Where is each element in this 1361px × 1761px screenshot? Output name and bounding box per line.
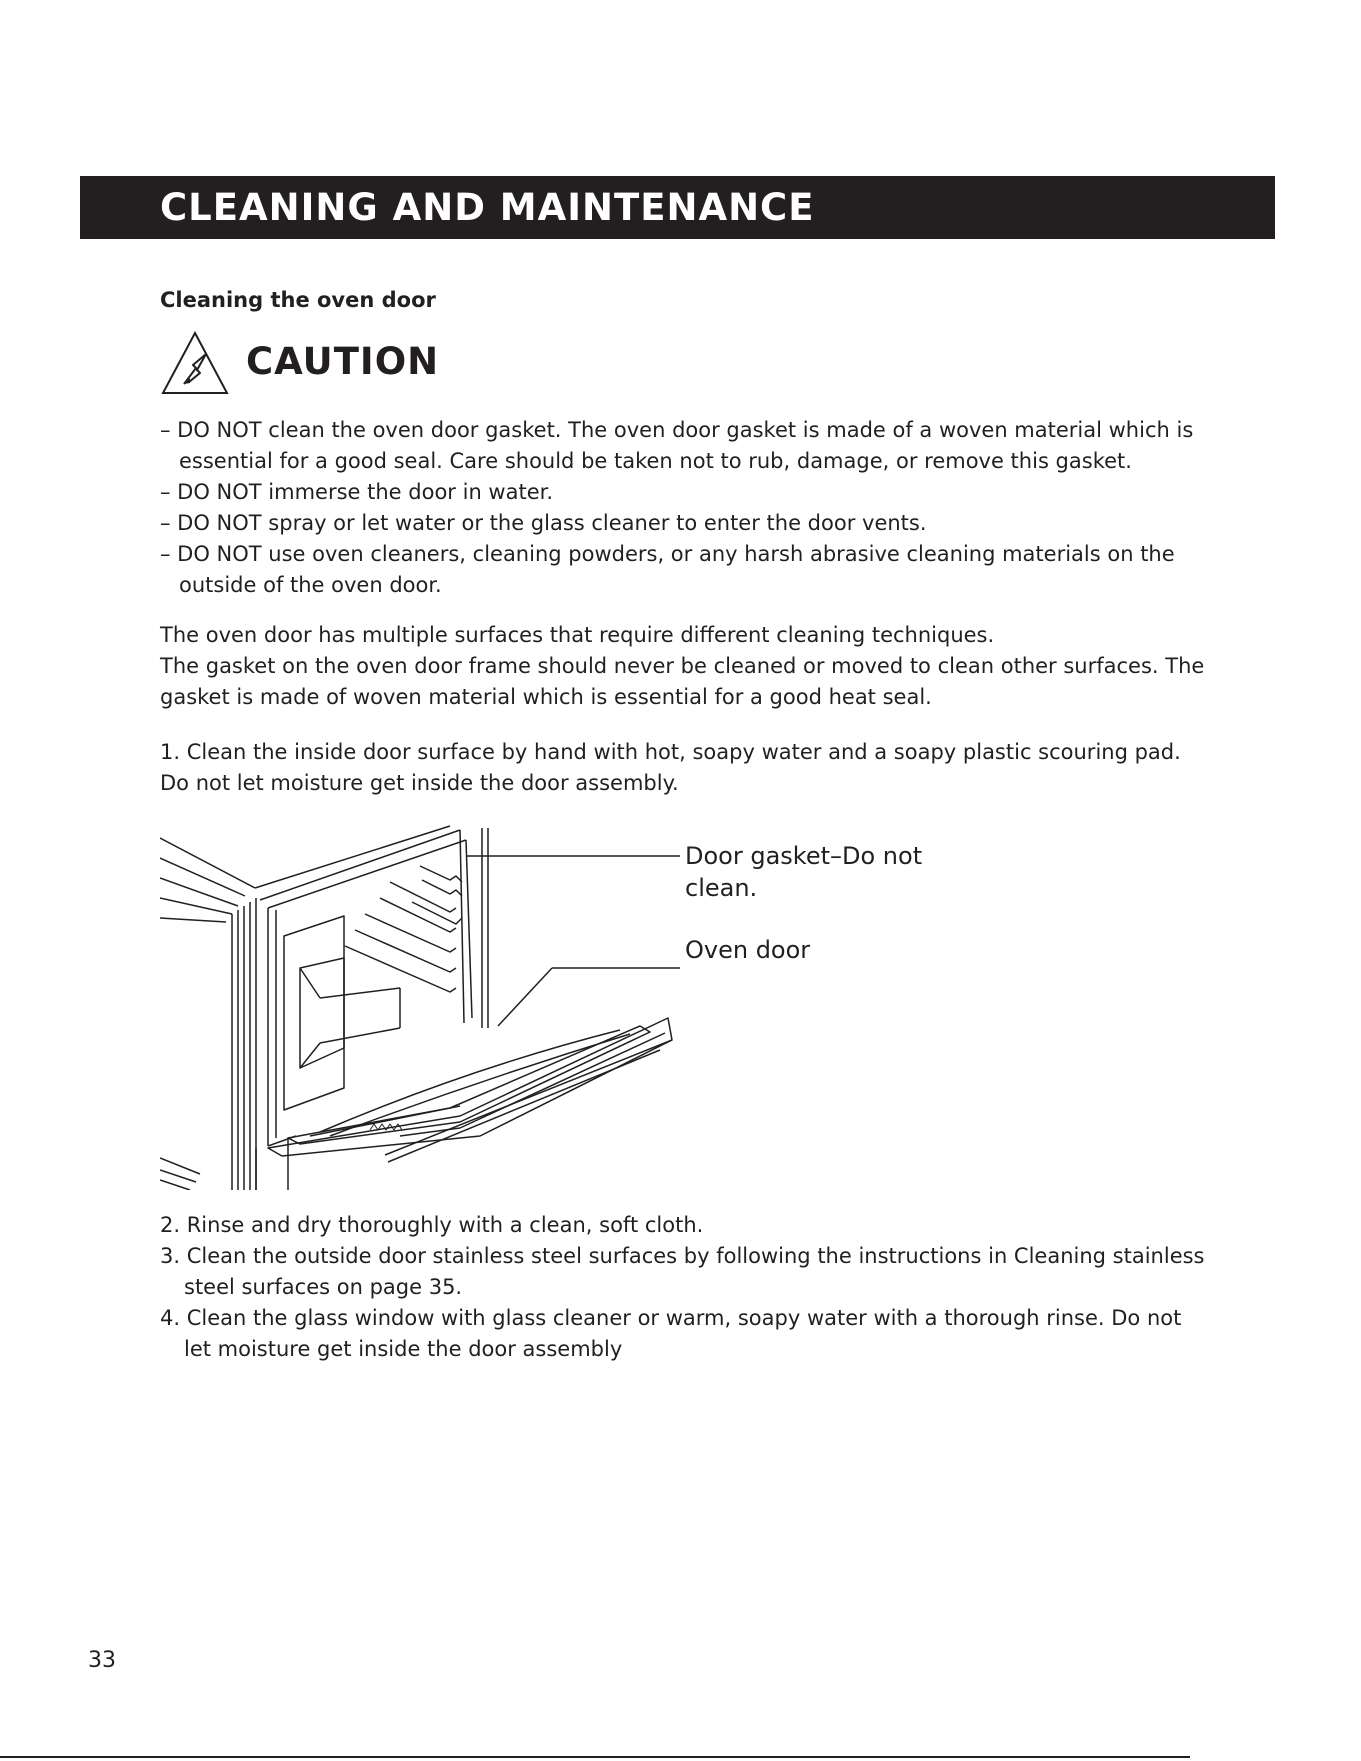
electric-shock-warning-icon bbox=[160, 330, 230, 396]
caution-item: – DO NOT spray or let water or the glass cleaner to enter the door vents. bbox=[160, 511, 927, 535]
caution-item: – DO NOT immerse the door in water. bbox=[160, 480, 554, 504]
intro-paragraph bbox=[160, 620, 1210, 713]
caution-list bbox=[160, 415, 1210, 601]
callout-door-gasket: Door gasket–Do not clean. bbox=[685, 842, 923, 902]
callout-oven-door: Oven door bbox=[685, 936, 811, 964]
step-item: 3. Clean the outside door stainless steel surfaces by following the instructions in Cleaning stainless steel surfaces on page 35. bbox=[160, 1244, 1205, 1299]
oven-door-illustration bbox=[160, 818, 680, 1190]
steps-list bbox=[160, 1210, 1210, 1365]
caution-title: CAUTION bbox=[246, 340, 440, 383]
step-1: 1. Clean the inside door surface by hand with hot, soapy water and a soapy plastic scouring pad. Do not let moisture get inside the door assembly. bbox=[160, 740, 1181, 795]
section-heading: Cleaning the oven door bbox=[160, 288, 436, 312]
intro-line: The oven door has multiple surfaces that require different cleaning techniques. bbox=[160, 623, 995, 647]
caution-item: – DO NOT clean the oven door gasket. The oven door gasket is made of a woven material which is essential for a good seal. Care should be taken not to rub, damage, or remove this gasket. bbox=[160, 418, 1194, 473]
page-number: 33 bbox=[88, 1648, 116, 1673]
step-item: 4. Clean the glass window with glass cleaner or warm, soapy water with a thorough rinse. Do not let moisture get inside the door assembly bbox=[160, 1306, 1182, 1361]
bottom-rule bbox=[0, 1756, 1190, 1758]
intro-line: The gasket on the oven door frame should never be cleaned or moved to clean other surfaces. The gasket is made of woven material which is essential for a good heat seal. bbox=[160, 654, 1205, 709]
step-item: 2. Rinse and dry thoroughly with a clean, soft cloth. bbox=[160, 1213, 704, 1237]
section-header-bar bbox=[80, 176, 1275, 239]
caution-item: – DO NOT use oven cleaners, cleaning powders, or any harsh abrasive cleaning materials on the outside of the oven door. bbox=[160, 542, 1175, 597]
page-title: CLEANING AND MAINTENANCE bbox=[160, 186, 815, 229]
